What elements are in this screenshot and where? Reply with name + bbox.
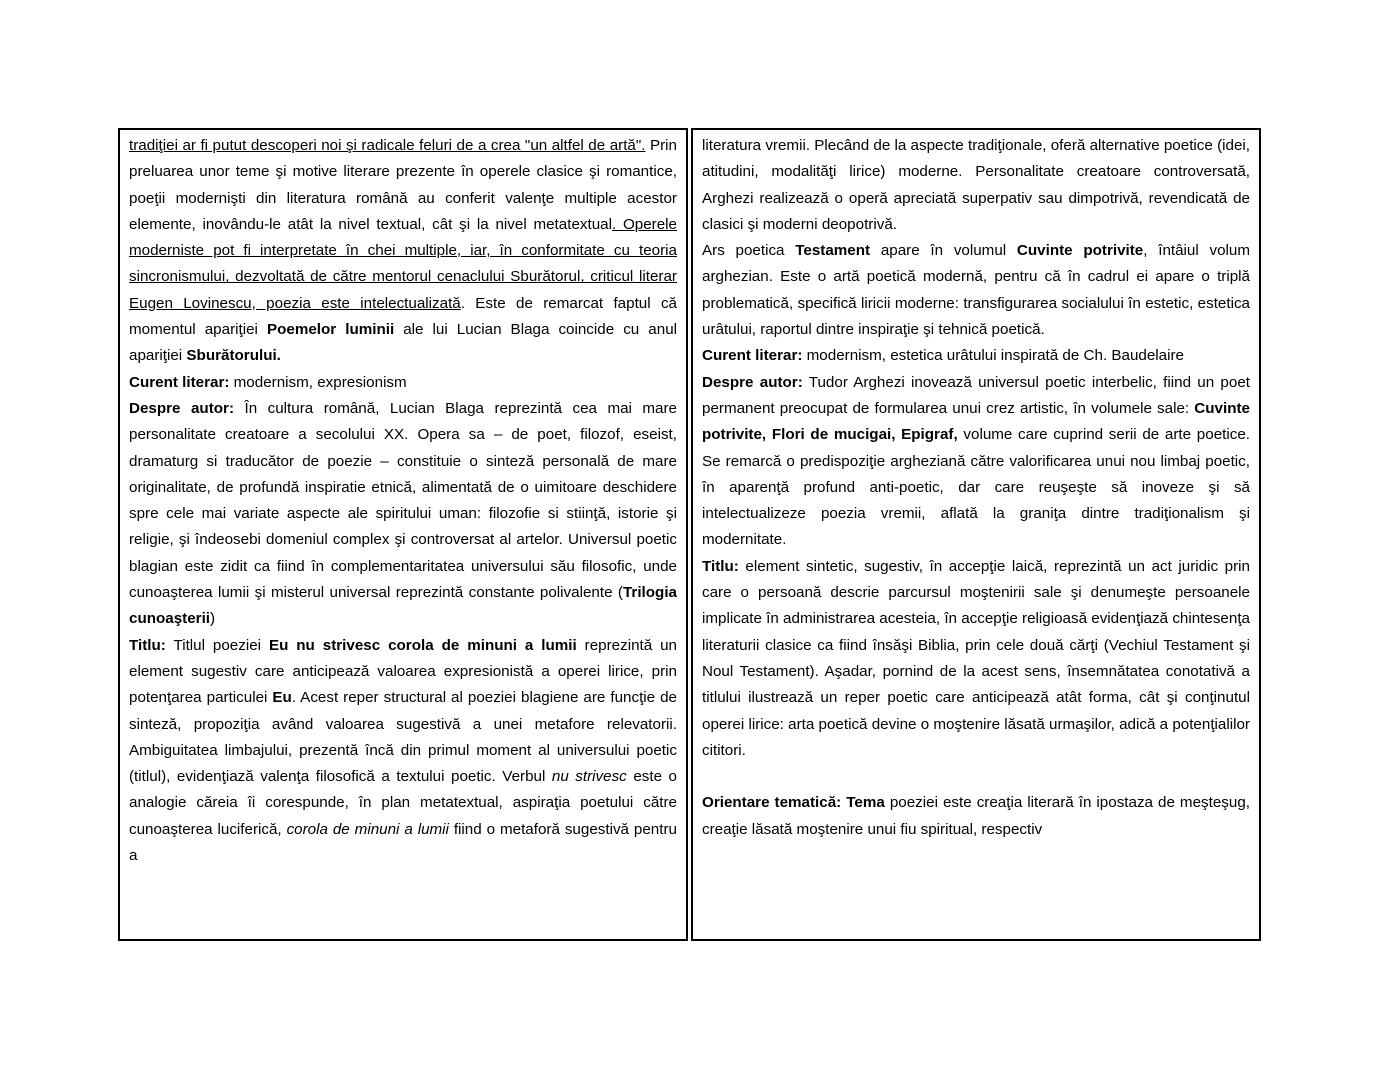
text-run: este o analogie căreia îi corespunde, în plan metatextual, aspiraţia poetului către cunoaşterea luciferică, bbox=[129, 768, 677, 838]
text-run: Titlu: bbox=[702, 557, 739, 575]
paragraph bbox=[702, 343, 1250, 369]
paragraph bbox=[129, 396, 677, 633]
text-run: fiind o metaforă sugestivă pentru a bbox=[129, 820, 677, 865]
text-run: Cuvinte potrivite bbox=[1016, 242, 1144, 260]
paragraph bbox=[702, 133, 1250, 238]
paragraph bbox=[702, 370, 1250, 554]
text-run: Despre autor: bbox=[129, 399, 235, 417]
text-run: Prin preluarea unor teme şi motive literare prezente în operele clasice şi romantice, poeţii modernişti din literatura română au conferit valenţe multiple acestor elemente, inovându-le atât la nivel textual, cât şi la nivel metatextual bbox=[129, 137, 677, 233]
text-run: corola de minuni a lumii bbox=[286, 820, 449, 838]
text-run bbox=[702, 768, 706, 785]
paragraph bbox=[702, 764, 1250, 790]
text-run: modernism, expresionism bbox=[229, 373, 407, 391]
text-run: . Operele moderniste pot fi interpretate în chei multiple, iar, în conformitate cu teoria sincronismului, dezvoltată de către mentorul cenaclului Sburătorul, criticul literar Eugen Lovinescu, poezia este intelectualizată bbox=[129, 215, 677, 312]
text-run: Titlu: bbox=[129, 636, 166, 654]
text-run: modernism, estetica urâtului inspirată de Ch. Baudelaire bbox=[802, 347, 1185, 365]
text-run: poeziei este creaţia literară în ipostaza de meşteşug, creaţie lăsată moştenire unui fiu spiritual, respectiv bbox=[702, 794, 1250, 838]
text-run: Orientare tematică: Tema bbox=[702, 794, 885, 812]
text-run: tradiţiei ar fi putut descoperi noi şi radicale feluri de a crea "un altfel de artă". bbox=[129, 137, 646, 154]
paragraph bbox=[129, 133, 677, 370]
text-run: ale lui Lucian Blaga coincide cu anul apariţiei bbox=[129, 321, 678, 365]
text-run: . Este de remarcat faptul că momentul apariţiei bbox=[129, 294, 677, 339]
text-run: , întâiul volum arghezian. Este o artă poetică modernă, pentru că în cadrul ei apare o triplă problematică, specifică liricii moderne: transfigurarea socialului în estetic, estetica urâtului, raportul dintre inspiraţie şi tehnică poetică. bbox=[702, 242, 1251, 339]
text-run: Titlul poeziei bbox=[165, 636, 269, 654]
text-run: Despre autor: bbox=[702, 373, 803, 391]
right-column-cell bbox=[691, 128, 1261, 941]
text-run: Ars poetica bbox=[702, 242, 796, 260]
text-run: Testament bbox=[795, 242, 871, 260]
text-run: Curent literar: bbox=[129, 373, 230, 391]
text-run: Curent literar: bbox=[702, 347, 803, 365]
paragraph bbox=[702, 238, 1250, 343]
text-run: nu strivesc bbox=[551, 768, 627, 786]
text-run: volume care cuprind serii de arte poetice. Se remarcă o predispoziţie argheziană către valorificarea unui nou limbaj poetic, în aparenţă profund anti-poetic, dar care reuşeşte să inoveze şi să intelectualizeze poezia vremii, aflată la graniţa dintre tradiţionalism şi modernitate. bbox=[702, 426, 1250, 549]
text-run: reprezintă un element sugestiv care anticipează valoarea expresionistă a operei lirice, prin potenţarea particulei bbox=[129, 636, 677, 707]
text-run: În cultura română, Lucian Blaga reprezintă cea mai mare personalitate creatoare a secolului XX. Opera sa – de poet, filozof, eseist, dramaturg si traducător de poezie – constituie o sinteză personală de mare originalitate, de profundă inspiratie etnică, alimentată de o uimitoare deschidere spre cele mai variate aspecte ale spiritului uman: filozofie si stiinţă, istorie şi religie, şi îndeosebi domeniul complex şi controversat al artelor. Universul poetic blagian este zidit ca fiind în complementaritatea universului său filosofic, unde cunoaşterea lumii şi misterul universal reprezintă constante polivalente ( bbox=[129, 399, 678, 602]
paragraph bbox=[129, 370, 677, 396]
text-run: Poemelor luminii bbox=[266, 321, 395, 339]
text-run: apare în volumul bbox=[870, 242, 1017, 260]
paragraph bbox=[702, 554, 1250, 764]
paragraph bbox=[702, 790, 1250, 843]
text-run: . Acest reper structural al poeziei blagiene are funcţie de sinteză, propoziţia având valoarea sugestivă a unei metafore relevatorii. Ambiguitatea limbajului, prezentă încă din primul moment al universului poetic (titlul), evidenţiază valenţa filosofică a textului poetic. Verbul bbox=[129, 689, 677, 786]
text-run: Eu bbox=[272, 689, 292, 707]
left-column-cell bbox=[118, 128, 688, 941]
text-run: Cuvinte potrivite, Flori de mucigai, Epigraf, bbox=[702, 399, 1250, 444]
two-column-table bbox=[118, 128, 1261, 941]
text-run: ) bbox=[210, 610, 216, 628]
text-run: element sintetic, sugestiv, în accepţie laică, reprezintă un act juridic prin care o persoană descrie parcursul moştenirii sale şi denumeşte persoanele implicate în administrarea acesteia, în accepţie religioasă evidenţiază chintesenţa literaturii clasice ca fiind însăşi Biblia, prin cele două cărţi (Vechiul Testament şi Noul Testament). Aşadar, pornind de la acest sens, însemnătatea conotativă a titlului ilustrează un reper poetic care anticipează atât forma, cât şi conţinutul operei lirice: arta poetică devine o moştenire lăsată urmaşilor, adică a potenţialilor cititori. bbox=[702, 557, 1250, 759]
text-run: Tudor Arghezi inovează universul poetic interbelic, fiind un poet permanent preocupat de formularea unui crez artistic, în volumele sale: bbox=[702, 373, 1250, 417]
text-run: Trilogia cunoaşterii bbox=[129, 584, 677, 628]
paragraph bbox=[129, 633, 677, 870]
text-run: literatura vremii. Plecând de la aspecte tradiţionale, oferă alternative poetice (idei, atitudini, modalităţi lirice) moderne. Personalitate creatoare controversată, Arghezi realizează o operă apreciată superpativ sau dimpotrivă, revendicată de clasici şi moderni deopotrivă. bbox=[702, 137, 1250, 233]
text-run: Sburătorului. bbox=[186, 347, 281, 365]
text-run: Eu nu strivesc corola de minuni a lumii bbox=[268, 636, 577, 654]
